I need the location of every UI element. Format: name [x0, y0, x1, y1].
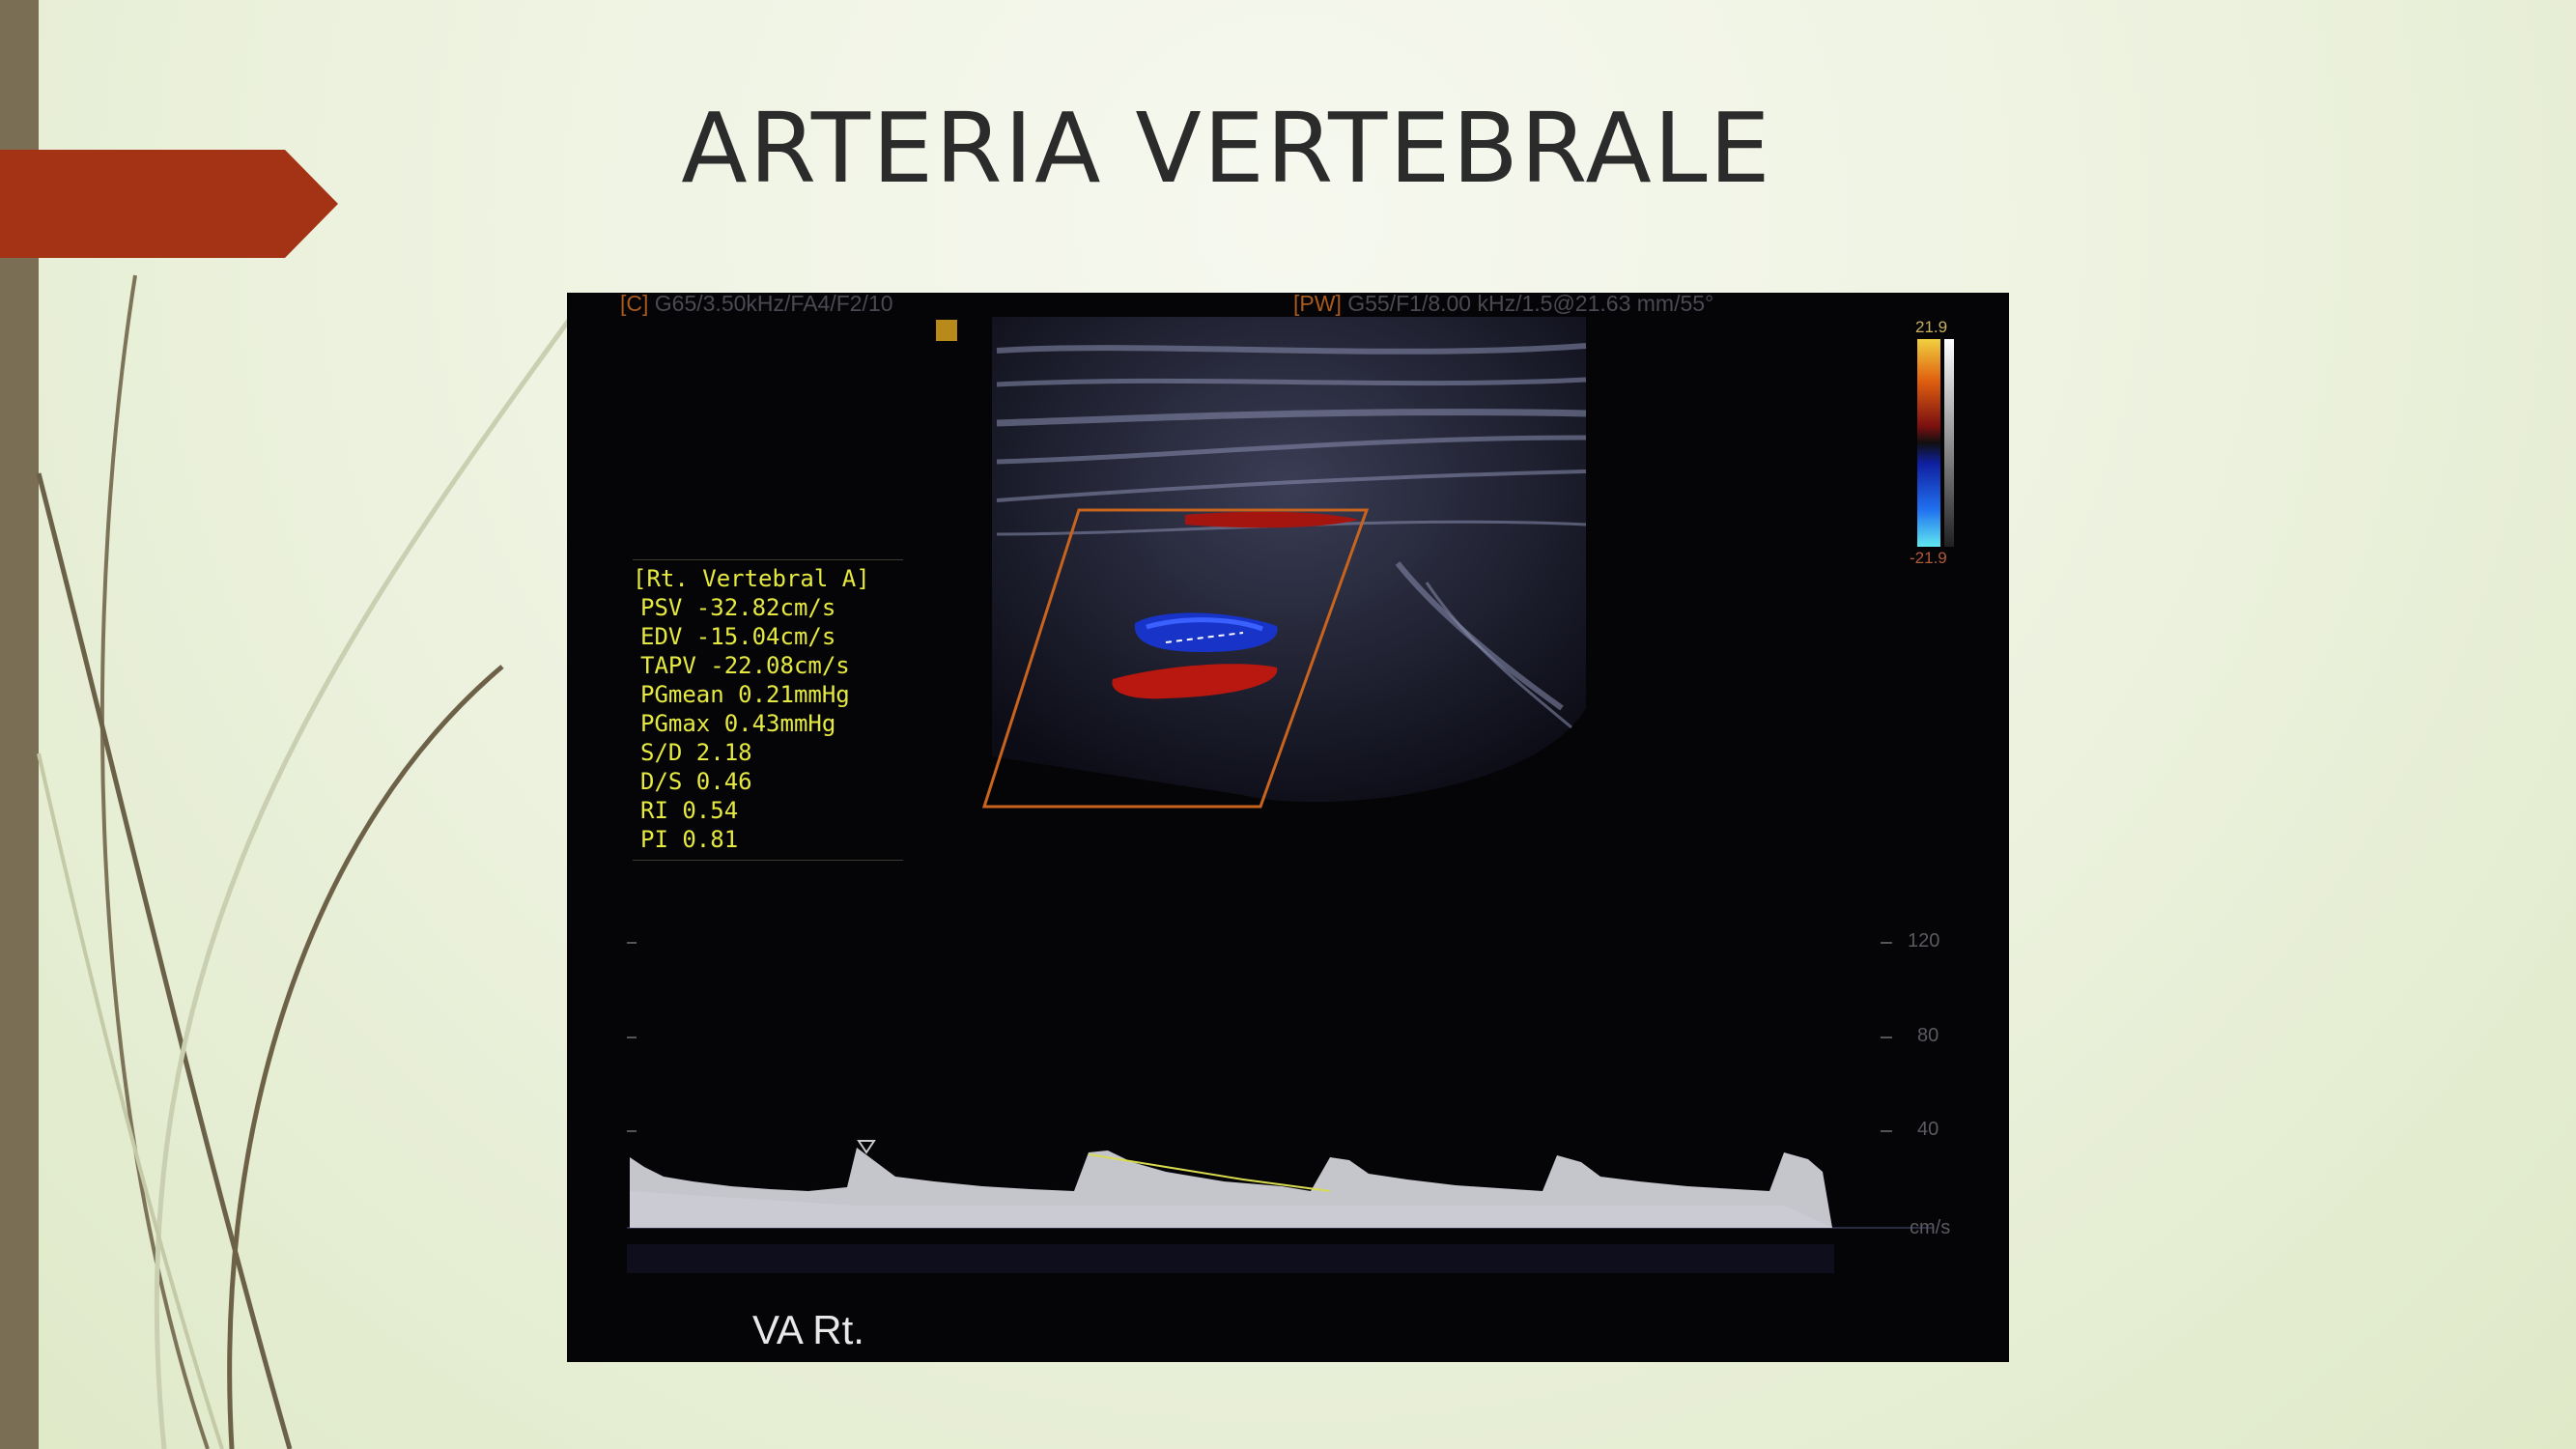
pw-mode-header: [PW] G55/F1/8.00 kHz/1.5@21.63 mm/55°: [1293, 293, 1714, 316]
measurement-pi: PI 0.81: [640, 826, 739, 853]
slide-title: ARTERIA VERTEBRALE: [681, 92, 1772, 205]
measurement-tapv: TAPV -22.08cm/s: [640, 652, 850, 679]
color-mode-header: [C] G65/3.50kHz/FA4/F2/10: [620, 293, 893, 316]
measurement-pgmean: PGmean 0.21mmHg: [640, 681, 850, 708]
velocity-unit: cm/s: [1910, 1217, 1951, 1238]
ultrasound-image: [567, 293, 2009, 1362]
measurement-panel: [633, 559, 903, 861]
measurement-edv: EDV -15.04cm/s: [640, 623, 836, 650]
velocity-ticks: [627, 943, 1892, 1131]
vessel-label: VA Rt.: [752, 1307, 864, 1352]
measurement-title: [Rt. Vertebral A]: [633, 565, 870, 592]
measurement-sd: S/D 2.18: [640, 739, 752, 766]
measurement-pgmax: PGmax 0.43mmHg: [640, 710, 836, 737]
measurement-ri: RI 0.54: [640, 797, 739, 824]
velocity-tick-80: 80: [1917, 1025, 1939, 1046]
color-scale-min: -21.9: [1910, 549, 1947, 567]
measurement-psv: PSV -32.82cm/s: [640, 594, 836, 621]
color-scale-max: 21.9: [1915, 318, 1948, 336]
velocity-tick-120: 120: [1908, 930, 1940, 952]
velocity-tick-40: 40: [1917, 1119, 1939, 1140]
measurement-ds: D/S 0.46: [640, 768, 752, 795]
title-accent-flag: [0, 150, 338, 258]
